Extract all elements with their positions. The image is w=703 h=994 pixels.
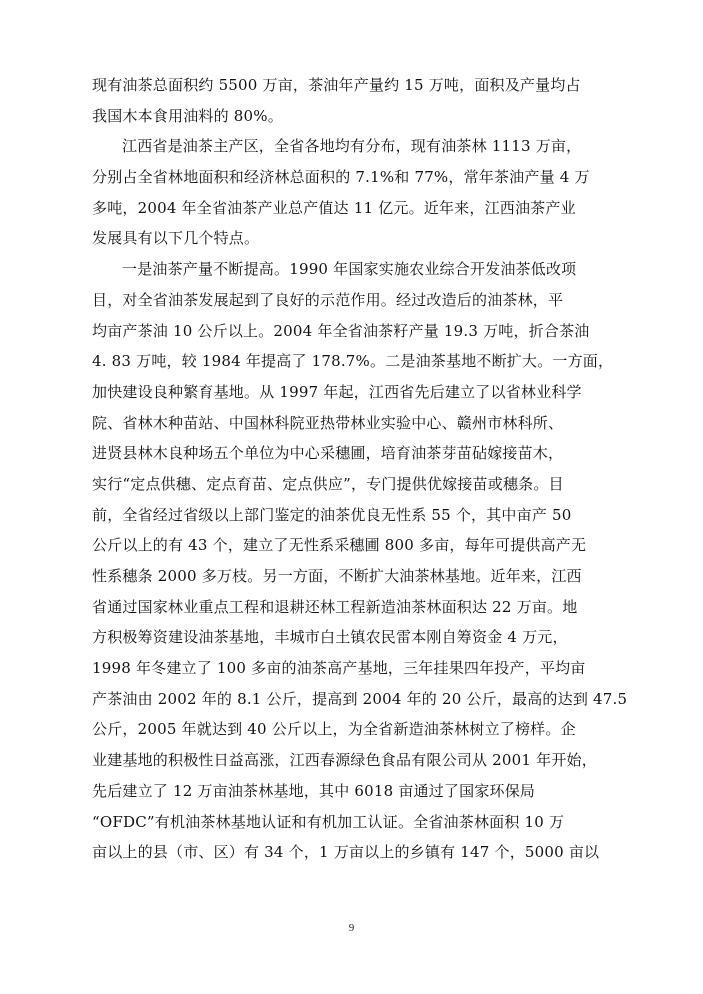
text-line: 性系穗条 2000 多万枝。另一方面，不断扩大油茶林基地。近年来，江西 [92,567,582,585]
text-line: 加快建设良种繁育基地。从 1997 年起，江西省先后建立了以省林业科学 [92,382,582,401]
paragraph-start-line: 一是油茶产量不断提高。1990 年国家实施农业综合开发油茶低改项 [122,260,577,279]
text-line: 多吨，2004 年全省油茶产业总产值达 11 亿元。近年来，江西油茶产业 [92,198,576,217]
body-text [92,70,632,868]
paragraph-start-line: 江西省是油茶主产区，全省各地均有分布，现有油茶林 1113 万亩， [122,137,582,156]
text-line: 均亩产茶油 10 公斤以上。2004 年全省油茶籽产量 19.3 万吨，折合茶油 [92,321,590,340]
text-line: “OFDC”有机油茶林基地认证和有机加工认证。全省油茶林面积 10 万 [92,812,565,831]
text-line: 我国木本食用油料的 80%。 [92,106,283,125]
text-line: 1998 年冬建立了 100 多亩的油茶高产基地，三年挂果四年投产，平均亩 [92,659,586,678]
text-line: 分别占全省林地面积和经济林总面积的 7.1%和 77%，常年茶油产量 4 万 [92,168,590,187]
text-line: 公斤以上的有 43 个，建立了无性系采穗圃 800 多亩，每年可提供高产无 [92,536,587,555]
text-line: 目，对全省油茶发展起到了良好的示范作用。经过改造后的油茶林，平 [92,290,564,309]
text-line: 方积极筹资建设油茶基地，丰城市白土镇农民雷本刚自筹资金 4 万元， [92,628,568,647]
page-number: 9 [348,922,355,934]
text-line: 现有油茶总面积约 5500 万亩，茶油年产量约 15 万吨，面积及产量均占 [92,76,581,94]
text-line: 公斤，2005 年就达到 40 公斤以上，为全省新造油茶林树立了榜样。企 [92,720,576,739]
text-line: 院、省林木种苗站、中国林科院亚热带林业实验中心、赣州市林科所、 [92,413,564,432]
text-line: 实行“定点供穗、定点育苗、定点供应”，专门提供优嫁接苗或穗条。目 [92,474,564,493]
text-line: 前，全省经过省级以上部门鉴定的油茶优良无性系 55 个，其中亩产 50 [92,505,572,524]
text-line: 省通过国家林业重点工程和退耕还林工程新造油茶林面积达 22 万亩。地 [92,597,578,616]
text-line: 发展具有以下几个特点。 [92,229,260,248]
text-line: 进贤县林木良种场五个单位为中心采穗圃，培育油茶芽苗砧嫁接苗木， [92,444,564,463]
text-line: 亩以上的县（市、区）有 34 个，1 万亩以上的乡镇有 147 个，5000 亩以 [92,843,600,862]
text-line: 业建基地的积极性日益高涨，江西春源绿色食品有限公司从 2001 年开始， [92,751,597,770]
text-line: 4. 83 万吨，较 1984 年提高了 178.7%。二是油茶基地不断扩大。一方面， [92,352,614,371]
text-line: 产茶油由 2002 年的 8.1 公斤，提高到 2004 年的 20 公斤，最高的达到 47.5 [92,689,628,708]
text-line: 先后建立了 12 万亩油茶林基地，其中 6018 亩通过了国家环保局 [92,781,536,800]
